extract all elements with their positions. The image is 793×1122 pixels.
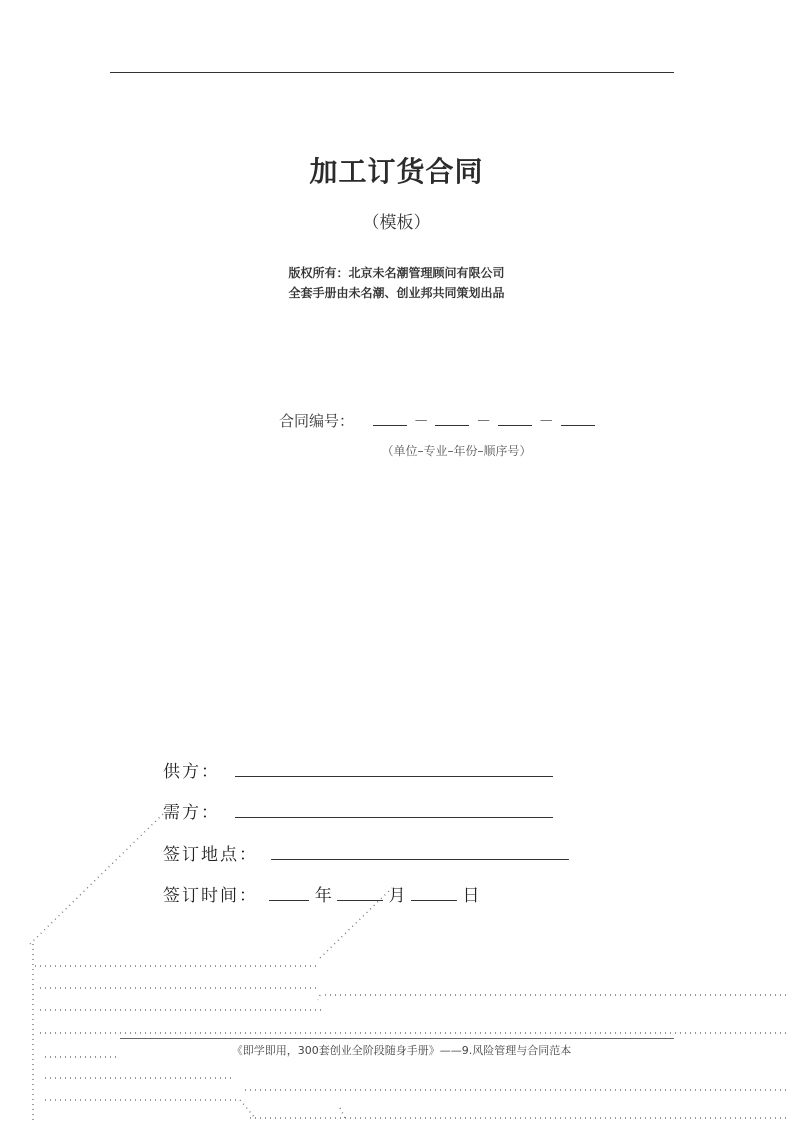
buyer-label: 需方：: [163, 803, 220, 823]
buyer-field: [163, 798, 553, 823]
month-label: 月: [388, 886, 406, 906]
supplier-input-line[interactable]: [235, 760, 553, 777]
copyright-line-2: 全套手册由未名潮、创业邦共同策划出品: [288, 286, 505, 300]
footer-text: 《即学即用，300套创业全阶段随身手册》——9.风险管理与合同范本: [231, 1044, 572, 1057]
contract-number-hint: （单位–专业–年份–顺序号）: [381, 444, 532, 458]
document-title: 加工订货合同: [309, 155, 484, 188]
month-input-line[interactable]: [337, 884, 383, 901]
contract-number-separator: －: [413, 412, 429, 430]
copyright-block: [0, 263, 793, 303]
day-input-line[interactable]: [411, 884, 457, 901]
signing-time-field: [163, 881, 479, 906]
signing-place-label: 签订地点：: [163, 845, 258, 865]
buyer-input-line[interactable]: [235, 801, 553, 818]
contract-number-blank-2[interactable]: [435, 411, 469, 426]
signing-place-field: [163, 840, 569, 865]
contract-number-label: 合同编号：: [279, 412, 355, 430]
contract-number-blank-1[interactable]: [373, 411, 407, 426]
contract-number-separator: －: [538, 412, 554, 430]
dotted-connector-1: [240, 1100, 255, 1118]
header-rule: [110, 72, 674, 73]
day-label: 日: [462, 886, 480, 906]
signing-place-input-line[interactable]: [271, 843, 569, 860]
footer-rule: [120, 1038, 674, 1039]
signing-time-label: 签订时间：: [163, 886, 258, 906]
supplier-field: [163, 757, 553, 782]
dotted-connector-2: [318, 995, 320, 1000]
dotted-diagonal-1: [30, 814, 163, 944]
copyright-line-1: 版权所有：北京未名潮管理顾问有限公司: [288, 266, 505, 280]
supplier-label: 供方：: [163, 762, 220, 782]
year-label: 年: [314, 886, 332, 906]
contract-number-row: [279, 410, 595, 431]
contract-number-blank-4[interactable]: [561, 411, 595, 426]
contract-number-separator: －: [476, 412, 492, 430]
contract-number-blank-3[interactable]: [498, 411, 532, 426]
dotted-connector-3: [340, 1108, 345, 1118]
year-input-line[interactable]: [269, 884, 309, 901]
document-subtitle: （模板）: [362, 213, 431, 233]
